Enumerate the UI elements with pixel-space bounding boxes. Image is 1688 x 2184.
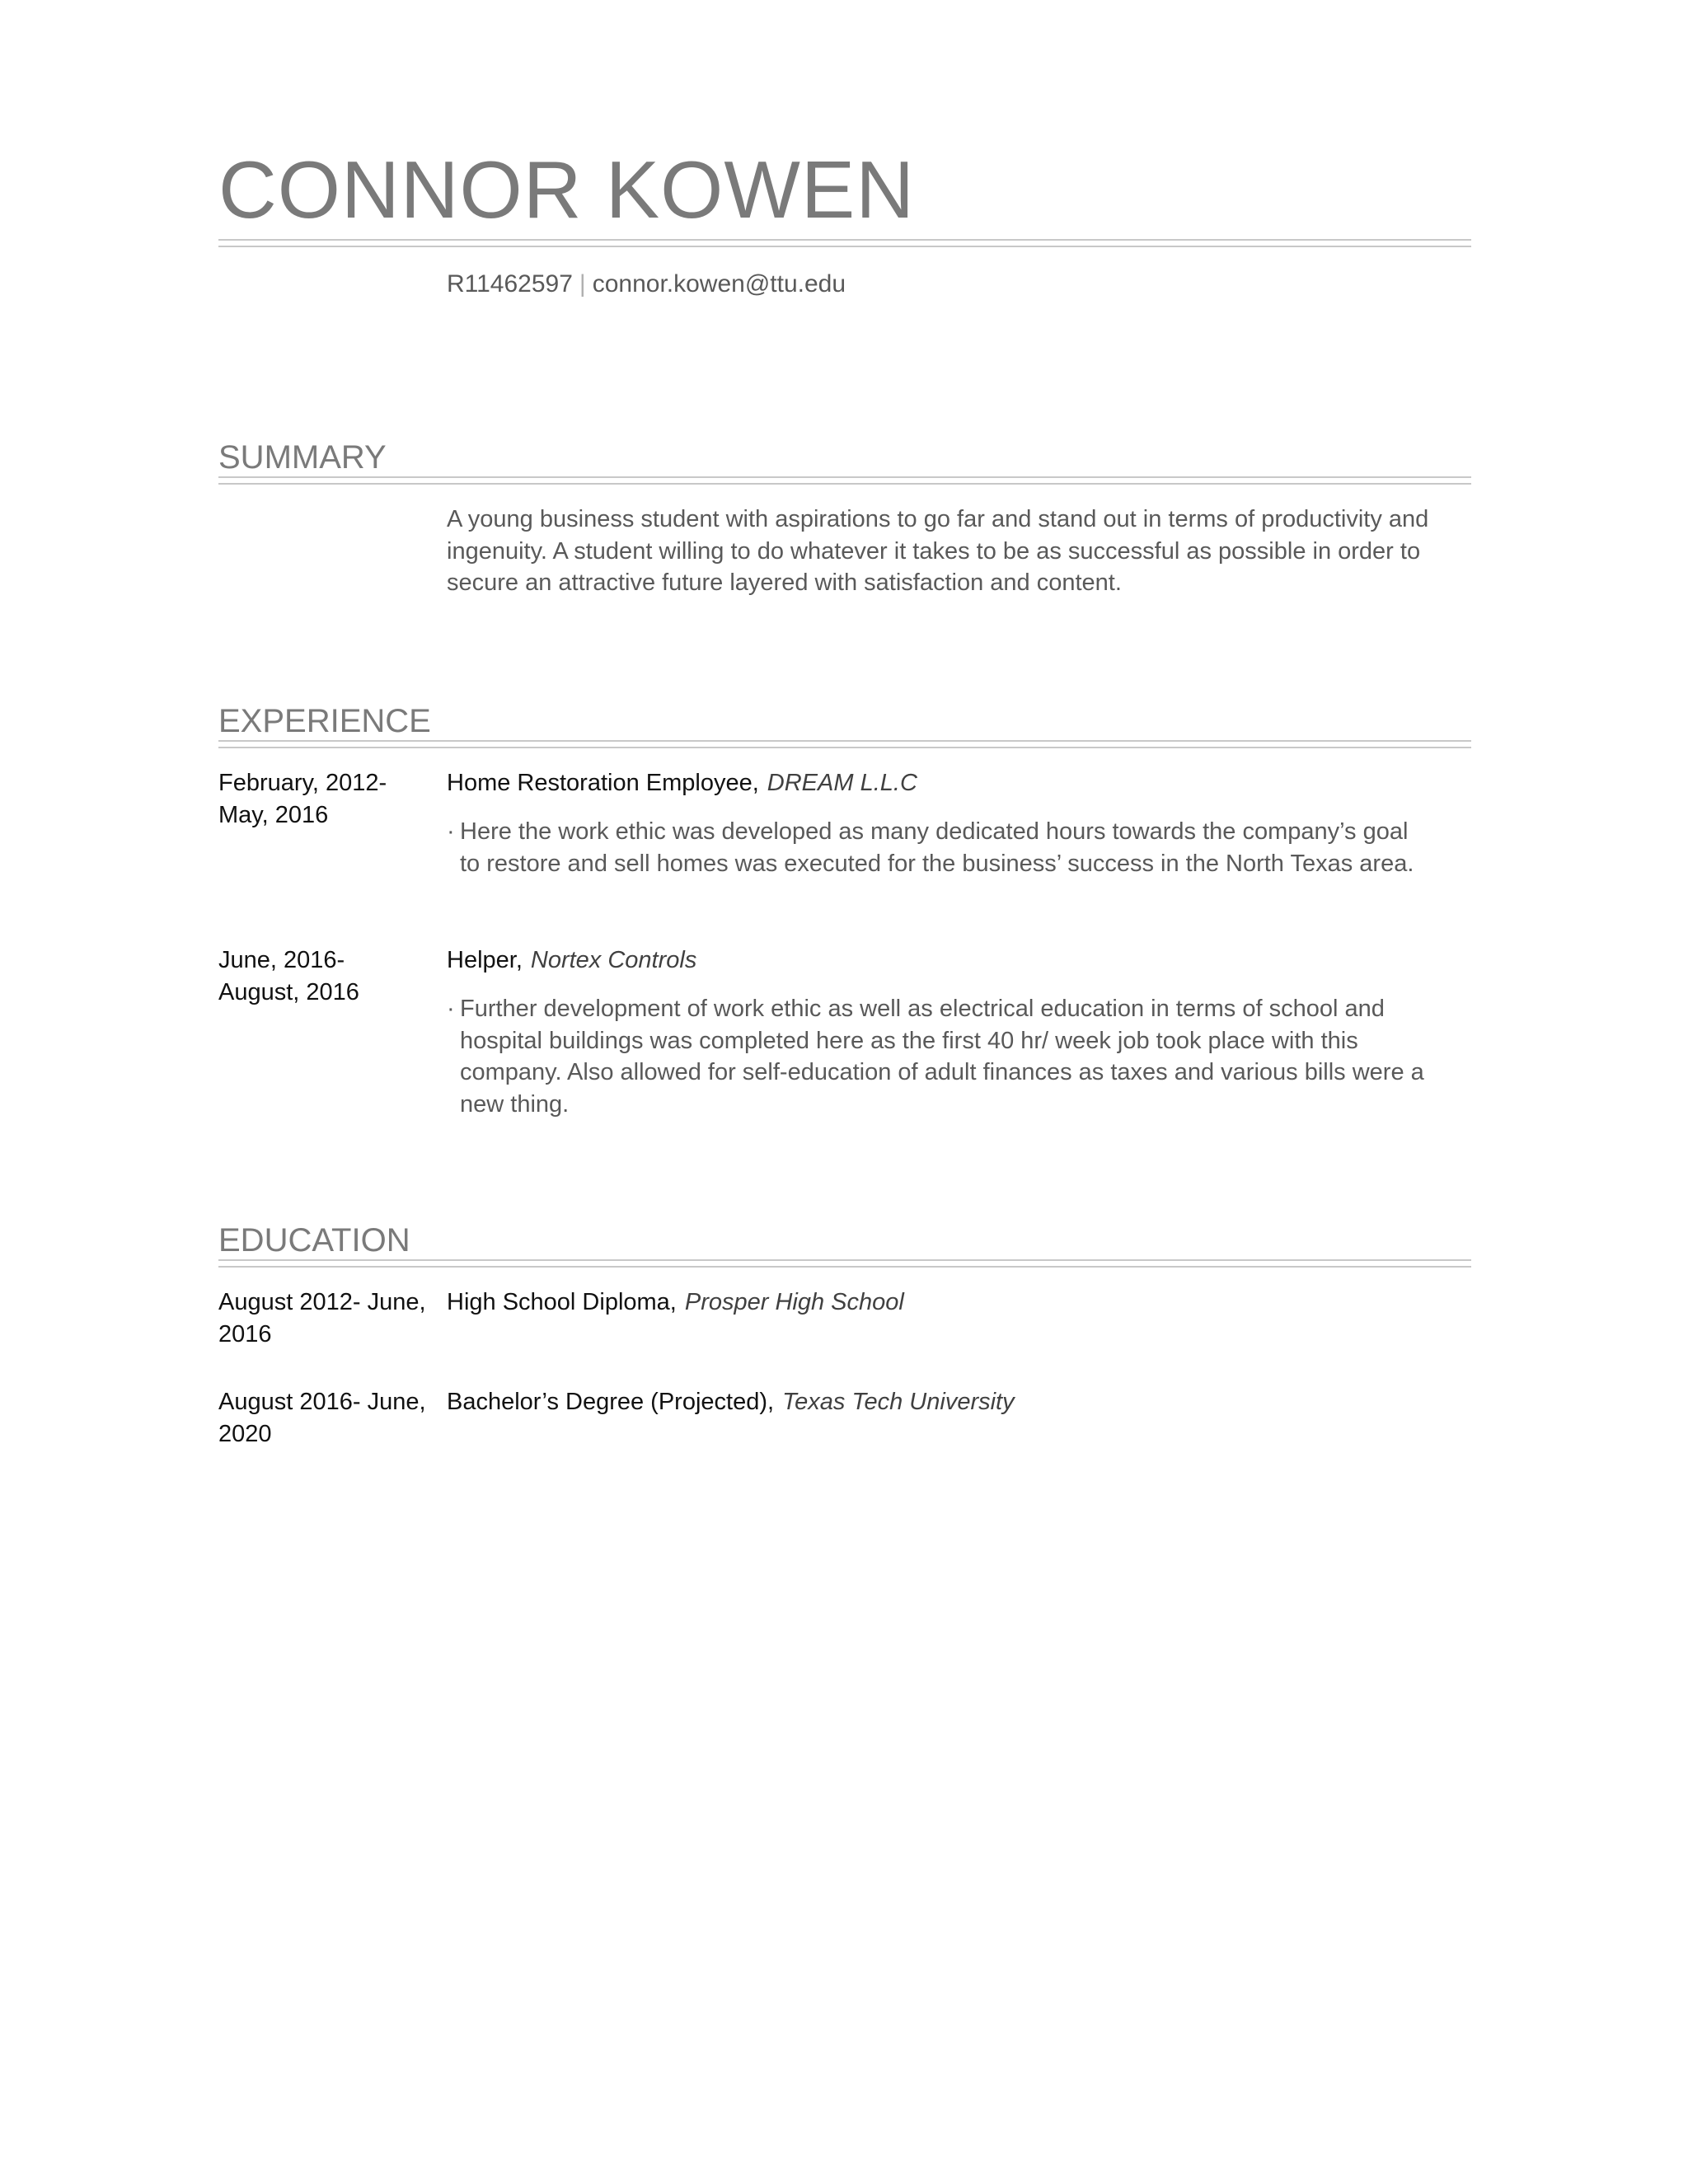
email-address[interactable]: connor.kowen@ttu.edu	[592, 270, 846, 298]
job-description	[447, 816, 1432, 879]
employer-name: Nortex Controls	[530, 947, 697, 973]
date-end: August, 2016	[218, 979, 359, 1005]
bullet-icon: ·	[447, 818, 455, 845]
contact-line	[447, 268, 846, 301]
job-title	[447, 767, 917, 799]
date-start: August 2016- June,	[218, 1389, 426, 1415]
candidate-name: CONNOR KOWEN	[218, 144, 915, 235]
summary-heading: SUMMARY	[218, 439, 387, 476]
job-title	[447, 944, 696, 977]
education-date	[218, 1386, 441, 1451]
degree-title	[447, 1386, 1015, 1418]
student-id: R11462597	[447, 270, 573, 298]
education-heading: EDUCATION	[218, 1222, 410, 1258]
date-end: 2016	[218, 1321, 272, 1347]
education-date	[218, 1286, 441, 1351]
experience-date	[218, 767, 441, 832]
date-end: 2020	[218, 1421, 272, 1447]
degree-title	[447, 1286, 904, 1319]
school-name: Texas Tech University	[782, 1389, 1015, 1415]
description-text: Here the work ethic was developed as many dedicated hours towards the company’s goal to restore and sell homes was executed for the business’ success in the North Texas area.	[460, 818, 1414, 877]
degree-label: High School Diploma,	[447, 1289, 677, 1315]
date-end: May, 2016	[218, 802, 329, 828]
employer-name: DREAM L.L.C	[767, 770, 917, 796]
description-text: Further development of work ethic as well as electrical education in terms of school and hospital buildings was completed here as the first 40 hr/ week job took place with this company. Also allowed for self-education of adult finances as taxes and various bills were a new thing.	[460, 996, 1424, 1118]
experience-heading: EXPERIENCE	[218, 703, 431, 739]
role-label: Helper,	[447, 947, 523, 973]
contact-separator: |	[579, 270, 586, 298]
summary-text: A young business student with aspirations to go far and stand out in terms of productivity and ingenuity. A student willing to do whatever it takes to be as successful as possible in order to secure an attractive future layered with satisfaction and content.	[447, 506, 1429, 596]
role-label: Home Restoration Employee,	[447, 770, 759, 796]
job-description	[447, 993, 1432, 1120]
date-start: June, 2016-	[218, 947, 345, 973]
experience-date	[218, 944, 441, 1009]
school-name: Prosper High School	[684, 1289, 904, 1315]
date-start: February, 2012-	[218, 770, 387, 796]
bullet-icon: ·	[447, 996, 455, 1022]
degree-label: Bachelor’s Degree (Projected),	[447, 1389, 775, 1415]
date-start: August 2012- June,	[218, 1289, 426, 1315]
